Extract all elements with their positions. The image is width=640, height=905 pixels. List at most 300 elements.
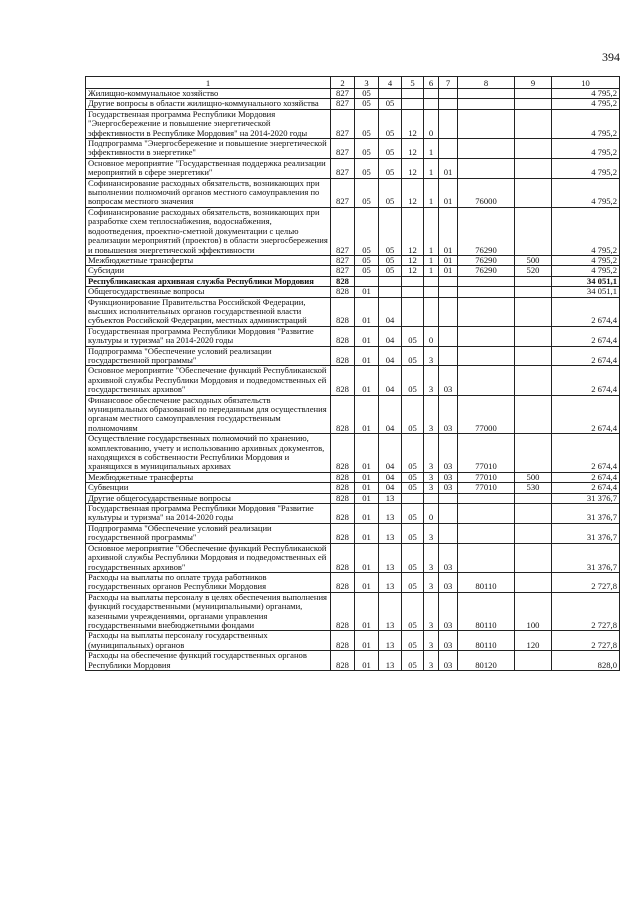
table-row: [86, 158, 620, 178]
section-code-cell: 05: [355, 178, 379, 207]
expense-type-cell: [515, 158, 552, 178]
ministry-code-cell: 828: [331, 543, 355, 572]
subsection-code-cell: 13: [379, 631, 402, 651]
table-row: [86, 543, 620, 572]
subprogram-code-cell: [424, 276, 439, 286]
program-code-cell: 12: [402, 139, 424, 159]
column-header: 2: [331, 77, 355, 89]
subprogram-code-cell: [424, 297, 439, 326]
direction-code-cell: [458, 99, 515, 109]
subprogram-code-cell: 1: [424, 178, 439, 207]
event-code-cell: [439, 346, 458, 366]
section-code-cell: 01: [355, 434, 379, 473]
amount-cell: 4 795,2: [552, 266, 620, 276]
section-code-cell: 05: [355, 139, 379, 159]
row-name-cell: Основное мероприятие "Государственная поддержка реализации мероприятий в сфере энергетики": [86, 158, 331, 178]
ministry-code-cell: 828: [331, 472, 355, 482]
subprogram-code-cell: 3: [424, 523, 439, 543]
program-code-cell: 05: [402, 326, 424, 346]
table-row: [86, 276, 620, 286]
expense-type-cell: 520: [515, 266, 552, 276]
amount-cell: 4 795,2: [552, 109, 620, 138]
column-header: 1: [86, 77, 331, 89]
row-name-cell: Межбюджетные трансферты: [86, 255, 331, 265]
row-name-cell: Подпрограмма "Обеспечение условий реализации государственной программы": [86, 346, 331, 366]
table-row: [86, 139, 620, 159]
row-name-cell: Расходы на выплаты по оплате труда работников государственных органов Республики Мордовия: [86, 572, 331, 592]
ministry-code-cell: 827: [331, 89, 355, 99]
ministry-code-cell: 828: [331, 592, 355, 631]
subsection-code-cell: 05: [379, 158, 402, 178]
event-code-cell: [439, 493, 458, 503]
expense-type-cell: [515, 287, 552, 297]
event-code-cell: 03: [439, 631, 458, 651]
event-code-cell: 03: [439, 366, 458, 395]
ministry-code-cell: 828: [331, 504, 355, 524]
amount-cell: 2 674,4: [552, 434, 620, 473]
subsection-code-cell: 05: [379, 109, 402, 138]
direction-code-cell: [458, 523, 515, 543]
section-code-cell: 05: [355, 255, 379, 265]
direction-code-cell: 76290: [458, 255, 515, 265]
expense-type-cell: [515, 434, 552, 473]
event-code-cell: 03: [439, 395, 458, 434]
ministry-code-cell: 828: [331, 493, 355, 503]
table-row: [86, 297, 620, 326]
subsection-code-cell: 05: [379, 178, 402, 207]
event-code-cell: 03: [439, 434, 458, 473]
row-name-cell: Другие вопросы в области жилищно-коммунального хозяйства: [86, 99, 331, 109]
row-name-cell: Государственная программа Республики Мордовия "Развитие культуры и туризма" на 2014-2020 годы: [86, 504, 331, 524]
expense-type-cell: [515, 493, 552, 503]
table-row: [86, 631, 620, 651]
subprogram-code-cell: 3: [424, 631, 439, 651]
ministry-code-cell: 828: [331, 287, 355, 297]
subsection-code-cell: 05: [379, 99, 402, 109]
budget-table: [85, 76, 620, 671]
direction-code-cell: [458, 139, 515, 159]
table-row: [86, 346, 620, 366]
direction-code-cell: 76290: [458, 266, 515, 276]
table-row: [86, 493, 620, 503]
ministry-code-cell: 827: [331, 207, 355, 255]
subsection-code-cell: 13: [379, 523, 402, 543]
amount-cell: 2 727,8: [552, 572, 620, 592]
ministry-code-cell: 827: [331, 139, 355, 159]
ministry-code-cell: 828: [331, 395, 355, 434]
row-name-cell: Финансовое обеспечение расходных обязательств муниципальных образований по переданным для осуществления органам местного самоуправления государственным полномочиям: [86, 395, 331, 434]
row-name-cell: Софинансирование расходных обязательств, возникающих при выполнении полномочий органов местного самоуправления по вопросам местного значения: [86, 178, 331, 207]
section-code-cell: 01: [355, 504, 379, 524]
table-row: [86, 472, 620, 482]
subsection-code-cell: 05: [379, 207, 402, 255]
row-name-cell: Осуществление государственных полномочий по хранению, комплектованию, учету и использованию архивных документов, находящихся в собственности Республики Мордовия и хранящихся в муниципальных архивах: [86, 434, 331, 473]
row-name-cell: Подпрограмма "Обеспечение условий реализации государственной программы": [86, 523, 331, 543]
row-name-cell: Субвенции: [86, 483, 331, 493]
row-name-cell: Расходы на выплаты персоналу в целях обеспечения выполнения функций государственными (муниципальными) органами, казенными учреждениями, органами управления государственными внебюджетными фондами: [86, 592, 331, 631]
direction-code-cell: [458, 346, 515, 366]
row-name-cell: Республиканская архивная служба Республики Мордовия: [86, 276, 331, 286]
direction-code-cell: 76290: [458, 207, 515, 255]
amount-cell: 2 674,4: [552, 326, 620, 346]
event-code-cell: 01: [439, 158, 458, 178]
amount-cell: 4 795,2: [552, 178, 620, 207]
direction-code-cell: [458, 366, 515, 395]
subsection-code-cell: 04: [379, 472, 402, 482]
expense-type-cell: [515, 89, 552, 99]
direction-code-cell: 80110: [458, 572, 515, 592]
direction-code-cell: [458, 276, 515, 286]
event-code-cell: 03: [439, 483, 458, 493]
subprogram-code-cell: 1: [424, 266, 439, 276]
ministry-code-cell: 827: [331, 109, 355, 138]
amount-cell: 31 376,7: [552, 504, 620, 524]
subsection-code-cell: 04: [379, 395, 402, 434]
section-code-cell: 01: [355, 483, 379, 493]
row-name-cell: Основное мероприятие "Обеспечение функций Республиканской архивной службы Республики Мордовия и подведомственных ей государственных архивов": [86, 543, 331, 572]
program-code-cell: 05: [402, 651, 424, 671]
row-name-cell: Другие общегосударственные вопросы: [86, 493, 331, 503]
event-code-cell: 03: [439, 472, 458, 482]
expense-type-cell: [515, 326, 552, 346]
subprogram-code-cell: 3: [424, 543, 439, 572]
section-code-cell: 01: [355, 592, 379, 631]
section-code-cell: 01: [355, 493, 379, 503]
program-code-cell: 05: [402, 631, 424, 651]
ministry-code-cell: 828: [331, 346, 355, 366]
table-body: [86, 89, 620, 671]
column-header: 8: [458, 77, 515, 89]
page-number: 394: [602, 50, 620, 64]
expense-type-cell: 530: [515, 483, 552, 493]
expense-type-cell: 120: [515, 631, 552, 651]
direction-code-cell: 77010: [458, 483, 515, 493]
amount-cell: 34 051,1: [552, 287, 620, 297]
ministry-code-cell: 827: [331, 266, 355, 276]
row-name-cell: Субсидии: [86, 266, 331, 276]
program-code-cell: 05: [402, 504, 424, 524]
section-code-cell: 01: [355, 472, 379, 482]
program-code-cell: 05: [402, 395, 424, 434]
event-code-cell: [439, 504, 458, 524]
subprogram-code-cell: [424, 89, 439, 99]
ministry-code-cell: 827: [331, 178, 355, 207]
subsection-code-cell: 04: [379, 366, 402, 395]
subprogram-code-cell: 3: [424, 651, 439, 671]
section-code-cell: 01: [355, 287, 379, 297]
ministry-code-cell: 828: [331, 651, 355, 671]
ministry-code-cell: 827: [331, 255, 355, 265]
table-row: [86, 572, 620, 592]
expense-type-cell: [515, 178, 552, 207]
program-code-cell: 05: [402, 434, 424, 473]
subsection-code-cell: 13: [379, 493, 402, 503]
subsection-code-cell: 13: [379, 504, 402, 524]
program-code-cell: 12: [402, 158, 424, 178]
section-code-cell: 01: [355, 572, 379, 592]
column-header: 7: [439, 77, 458, 89]
program-code-cell: [402, 89, 424, 99]
expense-type-cell: [515, 651, 552, 671]
expense-type-cell: [515, 99, 552, 109]
amount-cell: 2 727,8: [552, 631, 620, 651]
ministry-code-cell: 828: [331, 297, 355, 326]
direction-code-cell: 77000: [458, 395, 515, 434]
subsection-code-cell: 05: [379, 139, 402, 159]
section-code-cell: 01: [355, 631, 379, 651]
amount-cell: 2 674,4: [552, 483, 620, 493]
program-code-cell: 05: [402, 366, 424, 395]
expense-type-cell: 100: [515, 592, 552, 631]
program-code-cell: 05: [402, 472, 424, 482]
direction-code-cell: [458, 89, 515, 99]
expense-type-cell: 500: [515, 255, 552, 265]
direction-code-cell: 77010: [458, 472, 515, 482]
event-code-cell: 03: [439, 543, 458, 572]
table-row: [86, 483, 620, 493]
table-row: [86, 255, 620, 265]
ministry-code-cell: 828: [331, 572, 355, 592]
ministry-code-cell: 828: [331, 523, 355, 543]
column-header: 4: [379, 77, 402, 89]
section-code-cell: 05: [355, 266, 379, 276]
subprogram-code-cell: 0: [424, 504, 439, 524]
subsection-code-cell: 04: [379, 346, 402, 366]
expense-type-cell: [515, 543, 552, 572]
subsection-code-cell: 04: [379, 434, 402, 473]
section-code-cell: 01: [355, 651, 379, 671]
section-code-cell: 01: [355, 297, 379, 326]
column-header: 9: [515, 77, 552, 89]
event-code-cell: [439, 139, 458, 159]
program-code-cell: [402, 297, 424, 326]
row-name-cell: Функционирование Правительства Российской Федерации, высших исполнительных органов государственной власти субъектов Российской Федерации, местных администраций: [86, 297, 331, 326]
event-code-cell: 01: [439, 255, 458, 265]
expense-type-cell: [515, 366, 552, 395]
subsection-code-cell: 13: [379, 572, 402, 592]
event-code-cell: [439, 326, 458, 346]
table-header-row: [86, 77, 620, 89]
subprogram-code-cell: 3: [424, 483, 439, 493]
subprogram-code-cell: 3: [424, 346, 439, 366]
direction-code-cell: [458, 326, 515, 346]
ministry-code-cell: 827: [331, 99, 355, 109]
section-code-cell: 05: [355, 158, 379, 178]
row-name-cell: Софинансирование расходных обязательств, возникающих при разработке схем теплоснабжения, водоснабжения, водоотведения, проектно-сметной документации с целью реализации мероприятий (проектов) в области энергосбережения и повышения энергетической эффективности: [86, 207, 331, 255]
ministry-code-cell: 827: [331, 158, 355, 178]
amount-cell: 2 674,4: [552, 346, 620, 366]
amount-cell: 34 051,1: [552, 276, 620, 286]
subprogram-code-cell: 3: [424, 434, 439, 473]
ministry-code-cell: 828: [331, 326, 355, 346]
event-code-cell: 03: [439, 651, 458, 671]
amount-cell: 4 795,2: [552, 99, 620, 109]
table-row: [86, 326, 620, 346]
direction-code-cell: [458, 158, 515, 178]
column-header: 10: [552, 77, 620, 89]
amount-cell: 4 795,2: [552, 255, 620, 265]
subsection-code-cell: 13: [379, 592, 402, 631]
subsection-code-cell: [379, 276, 402, 286]
program-code-cell: [402, 493, 424, 503]
amount-cell: 4 795,2: [552, 139, 620, 159]
row-name-cell: Жилищно-коммунальное хозяйство: [86, 89, 331, 99]
subsection-code-cell: 04: [379, 483, 402, 493]
subsection-code-cell: 04: [379, 297, 402, 326]
ministry-code-cell: 828: [331, 366, 355, 395]
subprogram-code-cell: [424, 99, 439, 109]
event-code-cell: 03: [439, 572, 458, 592]
section-code-cell: 01: [355, 326, 379, 346]
expense-type-cell: [515, 346, 552, 366]
row-name-cell: Государственная программа Республики Мордовия "Энергосбережение и повышение энергетической эффективности в Республике Мордовия" на 2014-2020 годы: [86, 109, 331, 138]
subprogram-code-cell: 1: [424, 139, 439, 159]
subprogram-code-cell: 3: [424, 572, 439, 592]
program-code-cell: [402, 99, 424, 109]
subsection-code-cell: 04: [379, 326, 402, 346]
subprogram-code-cell: 1: [424, 207, 439, 255]
section-code-cell: 05: [355, 99, 379, 109]
event-code-cell: 03: [439, 592, 458, 631]
table-row: [86, 178, 620, 207]
program-code-cell: 12: [402, 207, 424, 255]
section-code-cell: 05: [355, 109, 379, 138]
program-code-cell: 05: [402, 543, 424, 572]
event-code-cell: 01: [439, 178, 458, 207]
table-row: [86, 99, 620, 109]
row-name-cell: Государственная программа Республики Мордовия "Развитие культуры и туризма" на 2014-2020 годы: [86, 326, 331, 346]
subprogram-code-cell: 3: [424, 366, 439, 395]
amount-cell: 2 674,4: [552, 366, 620, 395]
direction-code-cell: 80110: [458, 592, 515, 631]
program-code-cell: 12: [402, 255, 424, 265]
amount-cell: 4 795,2: [552, 158, 620, 178]
program-code-cell: 05: [402, 592, 424, 631]
event-code-cell: 01: [439, 207, 458, 255]
row-name-cell: Основное мероприятие "Обеспечение функций Республиканской архивной службы Республики Мордовия и подведомственных ей государственных архивов": [86, 366, 331, 395]
subprogram-code-cell: 0: [424, 109, 439, 138]
expense-type-cell: [515, 572, 552, 592]
direction-code-cell: [458, 109, 515, 138]
subprogram-code-cell: 3: [424, 472, 439, 482]
table-row: [86, 89, 620, 99]
subprogram-code-cell: 3: [424, 592, 439, 631]
expense-type-cell: [515, 523, 552, 543]
section-code-cell: 01: [355, 346, 379, 366]
table-row: [86, 434, 620, 473]
subsection-code-cell: [379, 287, 402, 297]
expense-type-cell: [515, 395, 552, 434]
expense-type-cell: [515, 297, 552, 326]
subsection-code-cell: 13: [379, 651, 402, 671]
program-code-cell: 12: [402, 266, 424, 276]
section-code-cell: 05: [355, 89, 379, 99]
event-code-cell: [439, 276, 458, 286]
subsection-code-cell: 05: [379, 255, 402, 265]
direction-code-cell: [458, 543, 515, 572]
row-name-cell: Общегосударственные вопросы: [86, 287, 331, 297]
section-code-cell: 01: [355, 543, 379, 572]
row-name-cell: Расходы на обеспечение функций государственных органов Республики Мордовия: [86, 651, 331, 671]
direction-code-cell: 77010: [458, 434, 515, 473]
table-row: [86, 366, 620, 395]
direction-code-cell: [458, 287, 515, 297]
section-code-cell: [355, 276, 379, 286]
direction-code-cell: [458, 504, 515, 524]
event-code-cell: [439, 297, 458, 326]
direction-code-cell: 80110: [458, 631, 515, 651]
event-code-cell: [439, 109, 458, 138]
amount-cell: 31 376,7: [552, 523, 620, 543]
direction-code-cell: [458, 493, 515, 503]
table-row: [86, 651, 620, 671]
event-code-cell: [439, 523, 458, 543]
subprogram-code-cell: [424, 493, 439, 503]
section-code-cell: 01: [355, 366, 379, 395]
ministry-code-cell: 828: [331, 276, 355, 286]
table-row: [86, 287, 620, 297]
table-row: [86, 592, 620, 631]
amount-cell: 4 795,2: [552, 89, 620, 99]
table-row: [86, 523, 620, 543]
amount-cell: 4 795,2: [552, 207, 620, 255]
table-row: [86, 207, 620, 255]
table-row: [86, 504, 620, 524]
subprogram-code-cell: 3: [424, 395, 439, 434]
expense-type-cell: [515, 207, 552, 255]
row-name-cell: Межбюджетные трансферты: [86, 472, 331, 482]
column-header: 5: [402, 77, 424, 89]
event-code-cell: 01: [439, 266, 458, 276]
column-header: 3: [355, 77, 379, 89]
subsection-code-cell: [379, 89, 402, 99]
amount-cell: 828,0: [552, 651, 620, 671]
table-row: [86, 395, 620, 434]
row-name-cell: Подпрограмма "Энергосбережение и повышение энергетической эффективности в энергетике": [86, 139, 331, 159]
subprogram-code-cell: [424, 287, 439, 297]
program-code-cell: [402, 287, 424, 297]
subsection-code-cell: 13: [379, 543, 402, 572]
ministry-code-cell: 828: [331, 631, 355, 651]
expense-type-cell: [515, 139, 552, 159]
direction-code-cell: 80120: [458, 651, 515, 671]
direction-code-cell: 76000: [458, 178, 515, 207]
amount-cell: 31 376,7: [552, 493, 620, 503]
section-code-cell: 05: [355, 207, 379, 255]
program-code-cell: 05: [402, 523, 424, 543]
table-row: [86, 266, 620, 276]
expense-type-cell: [515, 276, 552, 286]
program-code-cell: 05: [402, 572, 424, 592]
program-code-cell: 05: [402, 346, 424, 366]
section-code-cell: 01: [355, 395, 379, 434]
direction-code-cell: [458, 297, 515, 326]
event-code-cell: [439, 99, 458, 109]
section-code-cell: 01: [355, 523, 379, 543]
event-code-cell: [439, 287, 458, 297]
expense-type-cell: [515, 109, 552, 138]
amount-cell: 2 674,4: [552, 297, 620, 326]
amount-cell: 2 674,4: [552, 395, 620, 434]
subsection-code-cell: 05: [379, 266, 402, 276]
ministry-code-cell: 828: [331, 434, 355, 473]
row-name-cell: Расходы на выплаты персоналу государственных (муниципальных) органов: [86, 631, 331, 651]
table-row: [86, 109, 620, 138]
program-code-cell: [402, 276, 424, 286]
ministry-code-cell: 828: [331, 483, 355, 493]
amount-cell: 31 376,7: [552, 543, 620, 572]
program-code-cell: 12: [402, 178, 424, 207]
